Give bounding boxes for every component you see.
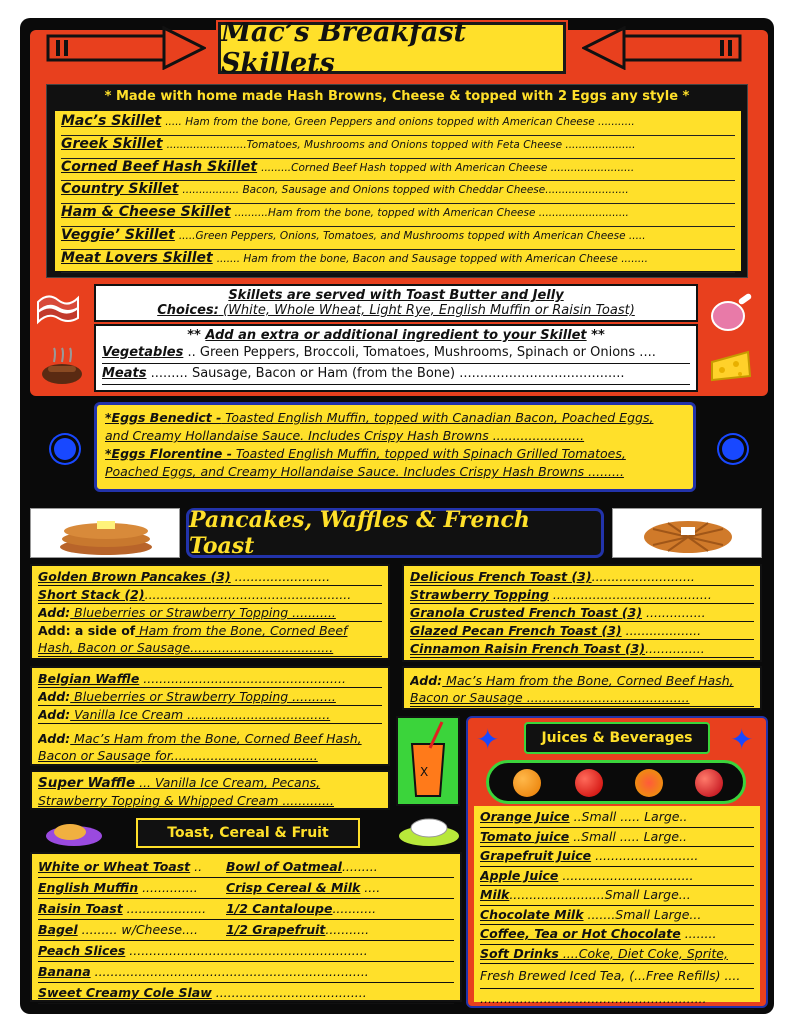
item-dots: Vanilla Ice Cream .................................... xyxy=(70,707,331,722)
item-label: Bagel xyxy=(38,922,78,937)
item-dots: ............... xyxy=(642,605,706,620)
item-dots: ..Small ..... Large.. xyxy=(569,828,688,844)
add-label: Add: xyxy=(38,689,71,704)
orange-icon xyxy=(513,769,541,797)
item-desc: Bacon or Sausage ......................................... xyxy=(410,689,754,707)
cheese-icon xyxy=(708,346,754,386)
bacon-icon xyxy=(34,288,82,328)
item-label: Glazed Pecan French Toast (3) xyxy=(410,623,622,638)
item-dots: ............... xyxy=(645,641,705,656)
extra-suffix: ** xyxy=(586,328,605,343)
skillet-subtitle: * Made with home made Hash Browns, Cheese & topped with 2 Eggs any style * xyxy=(104,89,690,104)
skillet-desc: ..........Ham from the bone, topped with American Cheese ........................... xyxy=(234,207,629,220)
item-label: 1/2 Cantaloupe xyxy=(226,901,333,916)
item-label: Coffee, Tea or Hot Chocolate xyxy=(480,926,681,941)
skillet-desc: ....... Ham from the bone, Bacon and Sausage topped with American Cheese ........ xyxy=(216,252,648,265)
item-dots: ........................ xyxy=(230,569,331,584)
item-dots: ........... xyxy=(325,922,370,937)
eggs-benedict[interactable] xyxy=(105,409,685,427)
item-label: White or Wheat Toast xyxy=(38,859,191,874)
skillet-section xyxy=(46,84,748,278)
menu-item[interactable] xyxy=(410,640,754,658)
item-dots: Blueberries or Strawberry Topping ........... xyxy=(70,689,336,704)
vegetables-row[interactable] xyxy=(102,343,690,364)
item-desc: Strawberry Topping & Whipped Cream ............. xyxy=(38,792,382,810)
skillet-name: Mac’s Skillet xyxy=(61,113,162,129)
beverage-item[interactable] xyxy=(480,906,754,926)
toast-row[interactable] xyxy=(38,920,454,941)
vegetables-label: Vegetables xyxy=(102,345,184,360)
item-dots: .................................................... xyxy=(144,587,352,602)
item-dots: .......................... xyxy=(591,569,695,584)
item-label: Milk xyxy=(480,887,510,902)
toast-list xyxy=(30,852,462,1002)
item-dots: ........................Small Large... xyxy=(509,887,691,902)
sun-icon xyxy=(54,438,76,460)
item-dots: .............. xyxy=(138,880,198,895)
item-dots: ....Coke, Diet Coke, Sprite, xyxy=(558,945,728,961)
item-dots: ........... xyxy=(332,901,377,916)
item-dots: ............................................................ xyxy=(125,943,368,958)
toast-plate-icon xyxy=(44,818,104,848)
menu-item[interactable] xyxy=(38,568,382,586)
pancake-image xyxy=(30,508,180,558)
item-label: 1/2 Grapefruit xyxy=(226,922,326,937)
toast-header xyxy=(136,818,360,848)
sausage-icon xyxy=(38,346,86,388)
sun-icon xyxy=(722,438,744,460)
star-icon: ✦ xyxy=(730,723,754,756)
item-dots: ..................................................................... xyxy=(90,964,369,979)
fruit-bar xyxy=(486,760,746,804)
cereal-bowl-icon xyxy=(396,812,462,848)
item-desc: Mac’s Ham from the Bone, Corned Beef Hash, xyxy=(70,731,362,746)
item-label: Soft Drinks xyxy=(480,945,559,961)
meats-text: ......... Sausage, Bacon or Ham (from the Bone) ........................................ xyxy=(146,366,625,381)
skillet-item[interactable] xyxy=(61,227,735,250)
svg-text:X: X xyxy=(420,765,429,779)
add-label: Add: xyxy=(38,707,71,722)
item-dots: .. xyxy=(190,859,203,874)
waffle-icon xyxy=(613,509,763,559)
menu-title-box xyxy=(218,17,566,79)
dots-line: ......................................................... xyxy=(480,989,754,1010)
item-label: Banana xyxy=(38,964,91,979)
menu-title: Mac’s Breakfast Skillets xyxy=(221,17,467,79)
juice-cup-icon xyxy=(398,718,458,804)
skillet-name: Ham & Cheese Skillet xyxy=(61,204,231,221)
extra-prefix: ** xyxy=(187,328,206,343)
skillet-name: Greek Skillet xyxy=(61,135,163,152)
item-label: Super Waffle xyxy=(38,775,136,791)
item-label: Cinnamon Raisin French Toast (3) xyxy=(410,641,646,656)
toast-row[interactable] xyxy=(38,878,454,899)
item-dots: ..Small ..... Large.. xyxy=(569,809,688,824)
beverages-list xyxy=(474,806,760,1006)
french-toast-list xyxy=(402,564,762,662)
beverage-item[interactable] xyxy=(480,886,754,906)
skillet-desc: ..... Ham from the bone, Green Peppers and onions topped with American Cheese ........... xyxy=(165,116,635,128)
beverage-item[interactable] xyxy=(480,828,754,848)
item-dots: Blueberries or Strawberry Topping ........... xyxy=(70,605,336,620)
eggs-florentine[interactable] xyxy=(105,445,685,463)
skillet-item[interactable] xyxy=(61,250,735,273)
skillet-item[interactable] xyxy=(61,113,735,136)
beverage-item[interactable] xyxy=(480,925,754,945)
eggs-benedict-desc2: and Creamy Hollandaise Sauce. Includes Crispy Hash Browns ....................... xyxy=(105,428,585,443)
served-line: Skillets are served with Toast Butter and Jelly xyxy=(228,288,564,303)
item-label: Bowl of Oatmeal xyxy=(226,859,342,874)
menu-item[interactable] xyxy=(38,604,382,622)
item-dots: .................... xyxy=(122,901,207,916)
meats-label: Meats xyxy=(102,366,147,381)
pancakes-title: Pancakes, Waffles & French Toast xyxy=(189,507,530,559)
item-desc: ... Vanilla Ice Cream, Pecans, xyxy=(135,775,321,790)
beverage-item[interactable] xyxy=(480,808,754,828)
add-label: Add: xyxy=(38,605,71,620)
item-dots: ......... xyxy=(341,859,378,874)
meats-row[interactable] xyxy=(102,364,690,385)
apple-icon xyxy=(695,769,723,797)
waffle-list xyxy=(30,666,390,766)
waffle-image xyxy=(612,508,762,558)
item-dots: ........................................ xyxy=(548,587,712,602)
item-dots: .......Small Large... xyxy=(583,906,702,922)
skillet-desc: .....Green Peppers, Onions, Tomatoes, and Mushrooms topped with American Cheese ..... xyxy=(178,229,646,242)
menu-item[interactable] xyxy=(38,586,382,604)
item-label: Tomato juice xyxy=(480,828,570,844)
iced-tea-line[interactable]: Fresh Brewed Iced Tea, (...Free Refills) .... xyxy=(480,964,754,989)
skillet-name: Meat Lovers Skillet xyxy=(61,249,213,266)
item-label: Short Stack (2) xyxy=(38,587,145,602)
toast-row[interactable] xyxy=(38,983,454,1004)
served-with-box xyxy=(94,284,698,322)
eggs-florentine-name: *Eggs Florentine - xyxy=(105,446,232,461)
choices-label: Choices: xyxy=(157,303,219,318)
right-arrow-icon xyxy=(46,26,206,70)
star-icon: ✦ xyxy=(476,723,500,756)
add-label: Add: xyxy=(410,673,443,688)
skillet-item[interactable] xyxy=(61,204,735,227)
pancake-list xyxy=(30,564,390,660)
item-label: Sweet Creamy Cole Slaw xyxy=(38,985,212,1000)
item-dots: ................................................... xyxy=(139,671,346,686)
menu-item[interactable] xyxy=(38,622,382,639)
skillet-name: Country Skillet xyxy=(61,181,179,198)
skillet-desc: .........Corned Beef Hash topped with American Cheese ......................... xyxy=(261,161,635,174)
menu-item[interactable] xyxy=(38,706,382,724)
toast-row[interactable] xyxy=(38,857,454,878)
item-label: Orange Juice xyxy=(480,809,570,824)
item-label: Peach Slices xyxy=(38,943,126,958)
item-dots: ........ xyxy=(680,926,717,941)
skillet-item[interactable] xyxy=(61,159,735,182)
menu-item[interactable] xyxy=(38,670,382,688)
toast-row[interactable] xyxy=(38,899,454,920)
add-label: Add: xyxy=(38,731,71,746)
extra-title: Add an extra or additional ingredient to your Skillet xyxy=(205,328,587,343)
item-label: Belgian Waffle xyxy=(38,671,140,686)
add-label: Add: a side of xyxy=(38,623,136,638)
eggs-florentine-desc2: Poached Eggs, and Creamy Hollandaise Sauce. Includes Crispy Hash Browns ......... xyxy=(105,464,624,479)
super-waffle-box[interactable] xyxy=(30,770,390,810)
skillet-list xyxy=(53,109,743,273)
tomato-icon xyxy=(575,769,603,797)
beverage-item[interactable] xyxy=(480,945,754,965)
item-dots: .... xyxy=(360,880,381,895)
skillet-desc: ................. Bacon, Sausage and Onions topped with Cheddar Cheese......................... xyxy=(182,184,629,197)
item-label: Grapefruit Juice xyxy=(480,848,592,863)
menu-item[interactable] xyxy=(38,688,382,706)
menu-item[interactable] xyxy=(410,622,754,640)
item-dots: ...................................... xyxy=(211,985,367,1000)
toast-title: Toast, Cereal & Fruit xyxy=(167,825,329,841)
item-desc: Ham from the Bone, Corned Beef xyxy=(135,623,348,638)
item-label: Raisin Toast xyxy=(38,901,123,916)
beverages-header xyxy=(524,722,710,754)
item-dots: ................... xyxy=(621,623,702,638)
toast-row[interactable] xyxy=(38,941,454,962)
ham-icon xyxy=(706,288,758,338)
item-desc: Mac’s Ham from the Bone, Corned Beef Hash, xyxy=(442,673,734,688)
eggs-florentine-desc: Toasted English Muffin, topped with Spinach Grilled Tomatoes, xyxy=(231,446,626,461)
item-dots: .......................... xyxy=(591,848,699,863)
item-desc: Bacon or Sausage for..................................... xyxy=(38,747,382,765)
item-label: Chocolate Milk xyxy=(480,906,584,922)
choices-text: (White, Whole Wheat, Light Rye, English Muffin or Raisin Toast) xyxy=(218,303,635,318)
beverage-item[interactable] xyxy=(480,847,754,867)
pancakes-header xyxy=(186,508,604,558)
grapefruit-icon xyxy=(635,769,663,797)
item-label: English Muffin xyxy=(38,880,139,895)
skillet-item[interactable] xyxy=(61,181,735,204)
vegetables-text: .. Green Peppers, Broccoli, Tomatoes, Mushrooms, Spinach or Onions .... xyxy=(183,345,656,360)
item-dots: ......... w/Cheese.... xyxy=(77,922,198,937)
item-label: Crisp Cereal & Milk xyxy=(226,880,361,895)
item-label: Delicious French Toast (3) xyxy=(410,569,592,584)
skillet-desc: ........................Tomatoes, Mushrooms and Onions topped with Feta Cheese ..................... xyxy=(166,138,636,151)
eggs-box xyxy=(94,402,696,492)
beverages-title: Juices & Beverages xyxy=(541,730,693,746)
skillet-name: Corned Beef Hash Skillet xyxy=(61,158,258,175)
menu-item[interactable] xyxy=(38,730,382,747)
beverage-item[interactable] xyxy=(480,867,754,887)
item-label: Granola Crusted French Toast (3) xyxy=(410,605,643,620)
french-toast-add[interactable] xyxy=(402,666,762,710)
item-label: Apple Juice xyxy=(480,867,559,883)
skillet-name: Veggie’ Skillet xyxy=(61,226,175,243)
pancake-stack-icon xyxy=(31,509,181,559)
skillet-item[interactable] xyxy=(61,136,735,159)
left-arrow-icon xyxy=(582,26,742,70)
eggs-benedict-desc: Toasted English Muffin, topped with Canadian Bacon, Poached Eggs, xyxy=(221,410,654,425)
menu-item[interactable] xyxy=(410,568,754,586)
item-label: Strawberry Topping xyxy=(410,587,549,602)
eggs-benedict-name: *Eggs Benedict - xyxy=(105,410,222,425)
menu-item[interactable] xyxy=(410,604,754,622)
item-dots: ................................. xyxy=(558,867,694,883)
extra-ingredient-box xyxy=(94,324,698,392)
toast-row[interactable] xyxy=(38,962,454,983)
juice-cup-image xyxy=(396,716,460,806)
item-desc: Hash, Bacon or Sausage.................................... xyxy=(38,639,382,657)
item-label: Golden Brown Pancakes (3) xyxy=(38,569,231,584)
menu-item[interactable] xyxy=(410,586,754,604)
